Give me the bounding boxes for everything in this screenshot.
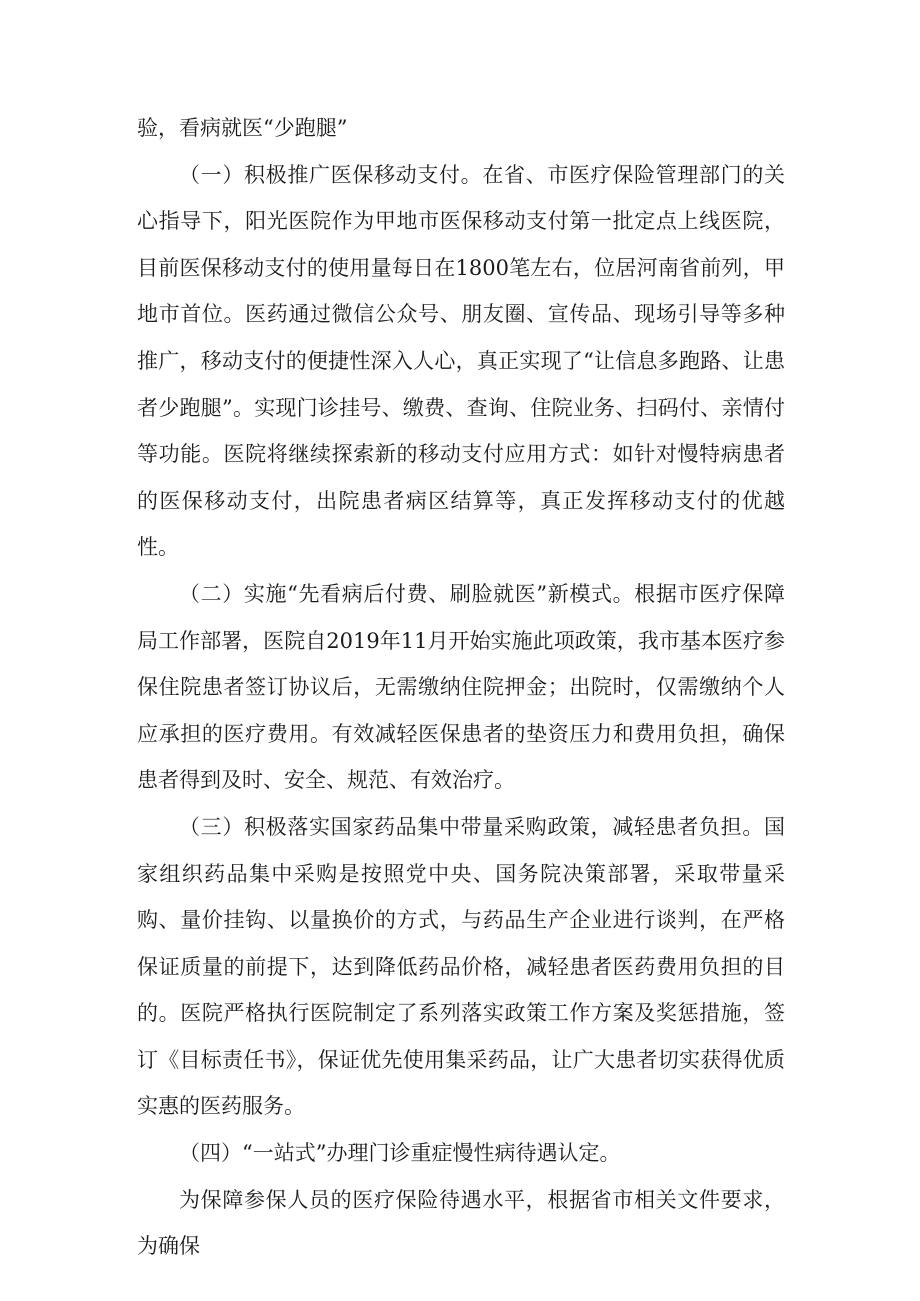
paragraph-insurance-guarantee: 为保障参保人员的医疗保险待遇水平，根据省市相关文件要求，为确保	[137, 1187, 785, 1259]
document-body	[137, 105, 785, 1270]
paragraph-mobile-payment: （一）积极推广医保移动支付。在省、市医疗保险管理部门的关心指导下，阳光医院作为甲地市医保移动支付第一批定点上线医院，目前医保移动支付的使用量每日在1800笔左右，位居河南省前列，甲地市首位。医药通过微信公众号、朋友圈、宣传品、现场引导等多种推广，移动支付的便捷性深入人心，真正实现了“让信息多跑路、让患者少跑腿”。实现门诊挂号、缴费、查询、住院业务、扫码付、亲情付等功能。医院将继续探索新的移动支付应用方式：如针对慢特病患者的医保移动支付，出院患者病区结算等，真正发挥移动支付的优越性。	[137, 162, 785, 560]
paragraph-volume-procurement: （三）积极落实国家药品集中带量采购政策，减轻患者负担。国家组织药品集中采购是按照党中央、国务院决策部署，采取带量采购、量价挂钩、以量换价的方式，与药品生产企业进行谈判，在严格保证质量的前提下，达到降低药品价格，减轻患者医药费用负担的目的。医院严格执行医院制定了系列落实政策工作方案及奖惩措施，签订《目标责任书》，保证优先使用集采药品，让广大患者切实获得优质实惠的医药服务。	[137, 814, 785, 1119]
paragraph-treat-first-pay-later: （二）实施“先看病后付费、刷脸就医”新模式。根据市医疗保障局工作部署，医院自2019年11月开始实施此项政策，我市基本医疗参保住院患者签订协议后，无需缴纳住院押金；出院时，仅需缴纳个人应承担的医疗费用。有效减轻医保患者的垫资压力和费用负担，确保患者得到及时、安全、规范、有效治疗。	[137, 581, 785, 793]
paragraph-one-stop-chronic-disease: （四）“一站式”办理门诊重症慢性病待遇认定。	[179, 1141, 621, 1166]
paragraph-continuation: 验，看病就医“少跑腿”	[137, 116, 348, 140]
